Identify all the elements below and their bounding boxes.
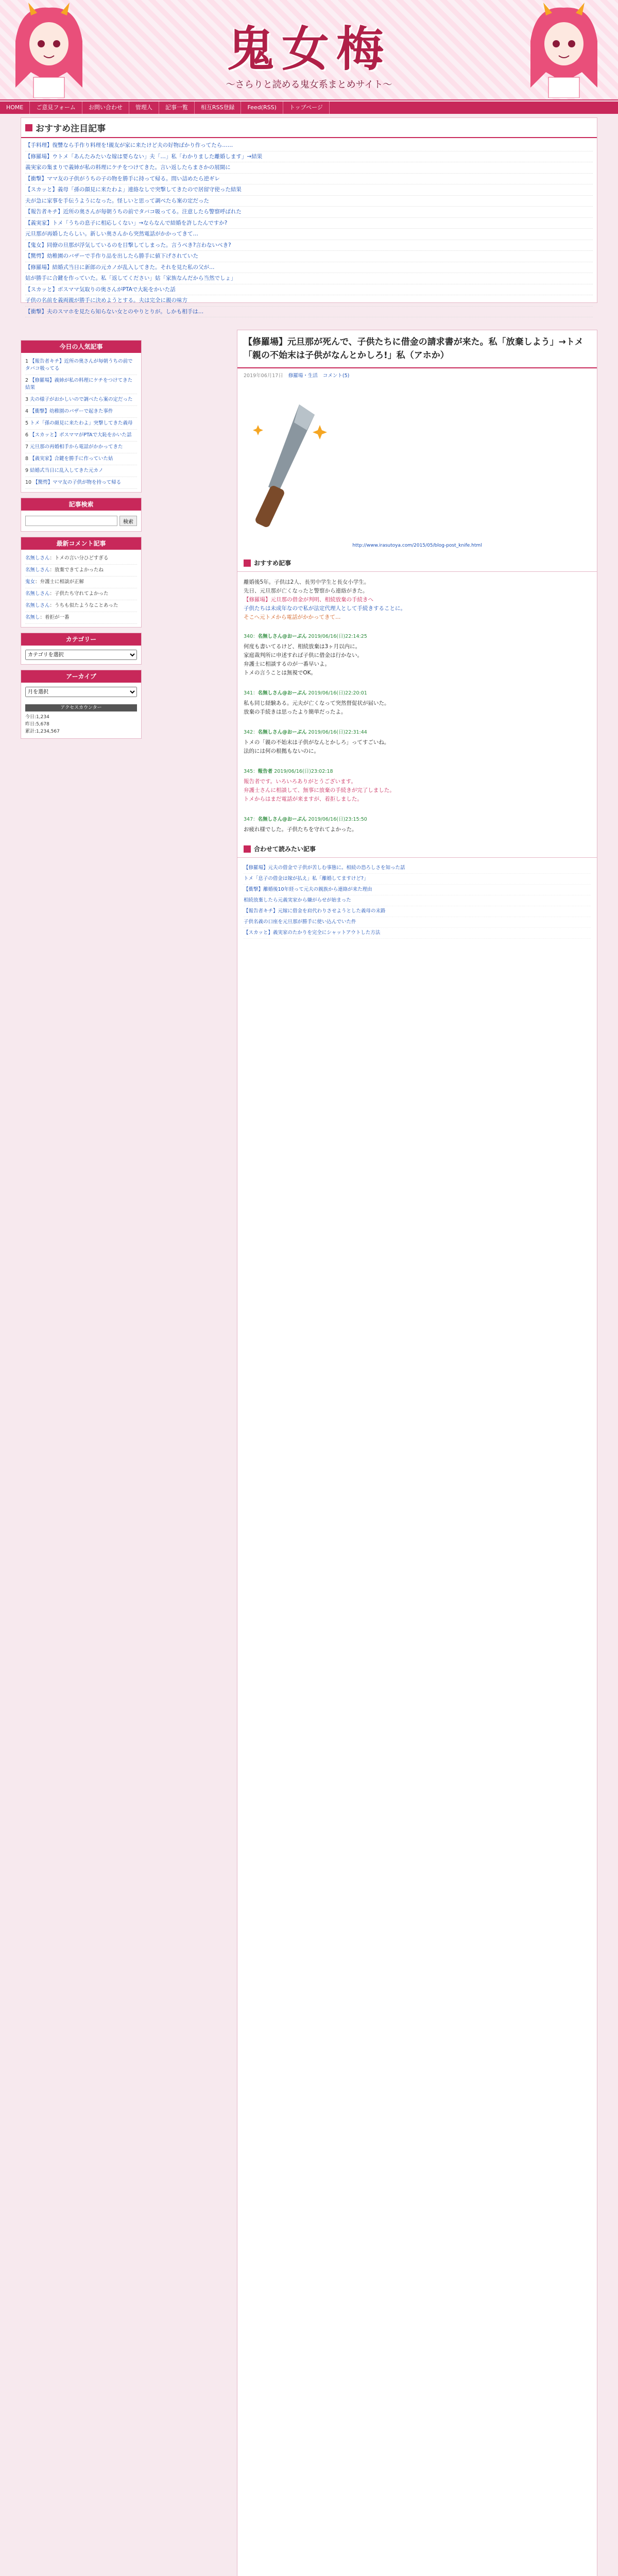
comment-item[interactable]: 名無しさん：子供たち守れてよかった xyxy=(25,588,137,600)
recommended-heading: おすすめ記事 xyxy=(237,554,597,572)
related-link[interactable]: 【衝撃】離婚後10年経って元夫の親族から連絡が来た理由 xyxy=(244,885,591,895)
response-body: 報告者です。いろいろありがとうございます。 弁護士さんに相談して、無事に放棄の手続きが完了しました。 トメからはまだ電話が来ますが、着拒しました。 xyxy=(244,778,395,802)
ranking-item[interactable]: 4 【衝撃】幼稚園のバザーで起きた事件 xyxy=(25,406,137,418)
article-main xyxy=(237,330,597,2576)
site-logo[interactable]: 鬼女梅 xyxy=(227,21,391,77)
nav-rss-register[interactable]: 相互RSS登録 xyxy=(195,101,242,114)
search-input[interactable] xyxy=(25,516,117,526)
ranking-item[interactable]: 5 トメ「孫の顔見に来たわよ」突撃してきた義母 xyxy=(25,418,137,430)
search-box xyxy=(21,498,142,532)
response-header: 340：名無しさん@おーぷん 2019/06/16(日)22:14:25 xyxy=(244,634,367,639)
intro-line: そこへ元トメから電話がかかってきて… xyxy=(244,614,341,620)
access-counter-title: アクセスカウンター xyxy=(25,704,137,711)
featured-link[interactable]: 【スカッと】ボスママ気取りの奥さんがPTAで大恥をかいた話 xyxy=(25,284,593,296)
mascot-girl-right-image xyxy=(520,0,608,98)
comment-item[interactable]: 名無しさん：放棄できてよかったね xyxy=(25,565,137,577)
featured-link[interactable]: 元旦那が再婚したらしい。新しい奥さんから突然電話がかかってきて… xyxy=(25,229,593,240)
ranking-item[interactable]: 8 【義実家】合鍵を勝手に作っていた姑 xyxy=(25,453,137,465)
related-link[interactable]: 【報告者キチ】元嫁に借金を肩代わりさせようとした義母の末路 xyxy=(244,906,591,917)
ranking-item[interactable]: 2 【修羅場】義姉が私の料理にケチをつけてきた結果 xyxy=(25,375,137,394)
featured-link[interactable]: 【衝撃】ママ友の子供がうちの子の物を勝手に持って帰る。問い詰めたら逆ギレ xyxy=(25,174,593,185)
related-heading: 合わせて読みたい記事 xyxy=(237,840,597,858)
recent-comments-box xyxy=(21,537,142,628)
featured-link[interactable]: 【修羅場】結婚式当日に新郎の元カノが乱入してきた。それを見た私の父が… xyxy=(25,262,593,274)
article-title: 【修羅場】元旦那が死んで、子供たちに借金の請求書が来た。私「放棄しよう」→トメ「親の不始末は子供がなんとかしろ!」私（アホか） xyxy=(237,330,597,368)
related-link[interactable]: トメ「息子の借金は嫁が払え」私「離婚してますけど?」 xyxy=(244,874,591,885)
response-body: お疲れ様でした。子供たちを守れてよかった。 xyxy=(244,826,357,833)
response-header: 342：名無しさん@おーぷん 2019/06/16(日)22:31:44 xyxy=(244,730,367,735)
square-bullet-icon xyxy=(244,560,251,567)
featured-title: おすすめ注目記事 xyxy=(21,118,597,138)
archive-box xyxy=(21,670,142,739)
featured-link[interactable]: 子供の名前を義両親が勝手に決めようとする。夫は完全に親の味方 xyxy=(25,295,593,307)
response-post xyxy=(237,810,597,840)
global-nav xyxy=(0,101,618,114)
article-intro xyxy=(237,575,597,627)
comment-item[interactable]: 鬼女：弁護士に相談が正解 xyxy=(25,577,137,588)
ranking-list xyxy=(21,353,141,492)
ranking-box xyxy=(21,340,142,493)
access-counter xyxy=(21,701,141,738)
counter-line: 今日:1,234 xyxy=(25,715,49,720)
image-source-link[interactable]: http://www.irasutoya.com/2015/05/blog-post_knife.html xyxy=(352,543,482,548)
featured-link[interactable]: 【衝撃】夫のスマホを見たら知らない女とのやりとりが。しかも相手は… xyxy=(25,307,593,318)
featured-link[interactable]: 【驚愕】幼稚園のバザーで手作り品を出したら勝手に値下げされていた xyxy=(25,251,593,262)
featured-link[interactable]: 姑が勝手に合鍵を作っていた。私「返してください」姑「家族なんだから当然でしょ」 xyxy=(25,273,593,284)
featured-link[interactable]: 【スカッと】義母「孫の顔見に来たわよ」連絡なしで突撃してきたので居留守使った結果 xyxy=(25,184,593,196)
search-button[interactable]: 検索 xyxy=(119,516,137,526)
intro-line: 子供たちは未成年なので私が法定代理人として手続きすることに。 xyxy=(244,605,406,612)
search-title: 記事検索 xyxy=(21,498,141,511)
response-body: 私も同じ経験ある。元夫が亡くなって突然督促状が届いた。 放棄の手続きは思ったより簡単だったよ。 xyxy=(244,700,390,715)
archive-title: アーカイブ xyxy=(21,670,141,683)
nav-article-list[interactable]: 記事一覧 xyxy=(159,101,195,114)
ranking-title: 今日の人気記事 xyxy=(21,341,141,353)
response-body: トメの「親の不始末は子供がなんとかしろ」ってすごいね。 法的には何の根拠もないのに。 xyxy=(244,739,390,754)
site-header xyxy=(0,0,618,100)
article-meta xyxy=(237,368,597,382)
article-date: 2019年06月17日 xyxy=(244,373,283,379)
square-bullet-icon xyxy=(244,845,251,853)
recent-comments-list xyxy=(21,550,141,627)
site-tagline: ～さらりと読める鬼女系まとめサイト～ xyxy=(226,79,392,90)
sidebar xyxy=(21,340,142,744)
nav-feedback[interactable]: ご意見フォーム xyxy=(30,101,82,114)
ranking-item[interactable]: 6 【スカッと】ボスママがPTAで大恥をかいた話 xyxy=(25,430,137,442)
recent-comments-title: 最新コメント記事 xyxy=(21,537,141,550)
featured-list xyxy=(21,138,597,319)
nav-top[interactable]: トップページ xyxy=(283,101,330,114)
category-box xyxy=(21,633,142,665)
category-select[interactable] xyxy=(25,650,137,660)
featured-link[interactable]: 【鬼女】同僚の旦那が浮気しているのを目撃してしまった。言うべき?言わないべき? xyxy=(25,240,593,251)
nav-home[interactable]: HOME xyxy=(0,101,30,114)
ranking-item[interactable]: 1 【報告者キチ】近所の奥さんが毎朝うちの前でタバコ吸ってる xyxy=(25,356,137,375)
archive-select[interactable] xyxy=(25,687,137,697)
mascot-girl-left-image xyxy=(5,0,93,98)
nav-admin[interactable]: 管理人 xyxy=(129,101,159,114)
related-link[interactable]: 【スカッと】義実家のたかりを完全にシャットアウトした方法 xyxy=(244,928,591,939)
response-body: 何度も書いてるけど、相続放棄は3ヶ月以内に。 家庭裁判所に申述すれば子供に借金は行かない。 弁護士に相談するのが一番早いよ。 トメの言うことは無視でOK。 xyxy=(244,643,363,676)
ranking-item[interactable]: 7 元旦那の再婚相手から電話がかかってきた xyxy=(25,442,137,453)
comment-item[interactable]: 名無し：着拒が一番 xyxy=(25,612,137,624)
featured-link[interactable]: 【報告者キチ】近所の奥さんが毎朝うちの前でタバコ吸ってる。注意したら警察呼ばれた xyxy=(25,207,593,218)
featured-link[interactable]: 【修羅場】ウトメ「あんたみたいな嫁は要らない」夫「…」私「わかりました離婚します」→結果 xyxy=(25,151,593,163)
ranking-item[interactable]: 9 結婚式当日に乱入してきた元カノ xyxy=(25,465,137,477)
response-post xyxy=(237,762,597,810)
featured-link[interactable]: 夫が急に家事を手伝うようになった。怪しいと思って調べたら案の定だった xyxy=(25,196,593,207)
featured-link[interactable]: 義実家の集まりで義姉が私の料理にケチをつけてきた。言い返したらまさかの展開に xyxy=(25,162,593,174)
article-category-link[interactable]: 修羅場・生活 xyxy=(288,373,318,379)
featured-articles xyxy=(21,117,597,315)
response-header: 347：名無しさん@おーぷん 2019/06/16(日)23:15:50 xyxy=(244,817,367,822)
related-link[interactable]: 【修羅場】元夫の借金で子供が苦しむ事態に。相続の恐ろしさを知った話 xyxy=(244,863,591,874)
response-header: 345：報告者 2019/06/16(日)23:02:18 xyxy=(244,769,333,774)
ranking-item[interactable]: 3 夫の様子がおかしいので調べたら案の定だった xyxy=(25,394,137,406)
response-post xyxy=(237,684,597,723)
kitchen-knife-image xyxy=(237,394,340,538)
intro-line: 先日、元旦那が亡くなったと警察から連絡がきた。 xyxy=(244,588,368,594)
counter-line: 昨日:5,678 xyxy=(25,722,49,727)
intro-line: 【修羅場】元旦那の借金が判明、相続放棄の手続きへ xyxy=(244,597,373,603)
ranking-item[interactable]: 10 【驚愕】ママ友の子供が物を持って帰る xyxy=(25,477,137,489)
related-link[interactable]: 相続放棄したら元義実家から嫌がらせが始まった xyxy=(244,895,591,906)
related-list xyxy=(237,861,597,941)
response-post xyxy=(237,627,597,684)
featured-link[interactable]: 【手料理】復讐なら手作り料理を!親友が家に来たけど夫の好物ばかり作ってたら…… xyxy=(25,140,593,151)
square-bullet-icon xyxy=(25,124,32,131)
article-comments-link[interactable]: コメント(5) xyxy=(322,373,350,379)
response-header: 341：名無しさん@おーぷん 2019/06/16(日)22:20:01 xyxy=(244,690,367,696)
nav-contact[interactable]: お問い合わせ xyxy=(82,101,129,114)
comment-item[interactable]: 名無しさん：うちも似たようなことあった xyxy=(25,600,137,612)
response-post xyxy=(237,723,597,762)
related-link[interactable]: 子供名義の口座を元旦那が勝手に使い込んでいた件 xyxy=(244,917,591,928)
featured-link[interactable]: 【義実家】トメ「うちの息子に相応しくない」→ならなんで結婚を許したんですか? xyxy=(25,218,593,229)
intro-line: 離婚後5年。子供は2人、長男中学生と長女小学生。 xyxy=(244,579,370,585)
comment-item[interactable]: 名無しさん：トメの言い分ひどすぎる xyxy=(25,553,137,565)
counter-line: 累計:1,234,567 xyxy=(25,729,60,734)
category-title: カテゴリー xyxy=(21,633,141,646)
nav-feed[interactable]: Feed(RSS) xyxy=(241,101,283,114)
